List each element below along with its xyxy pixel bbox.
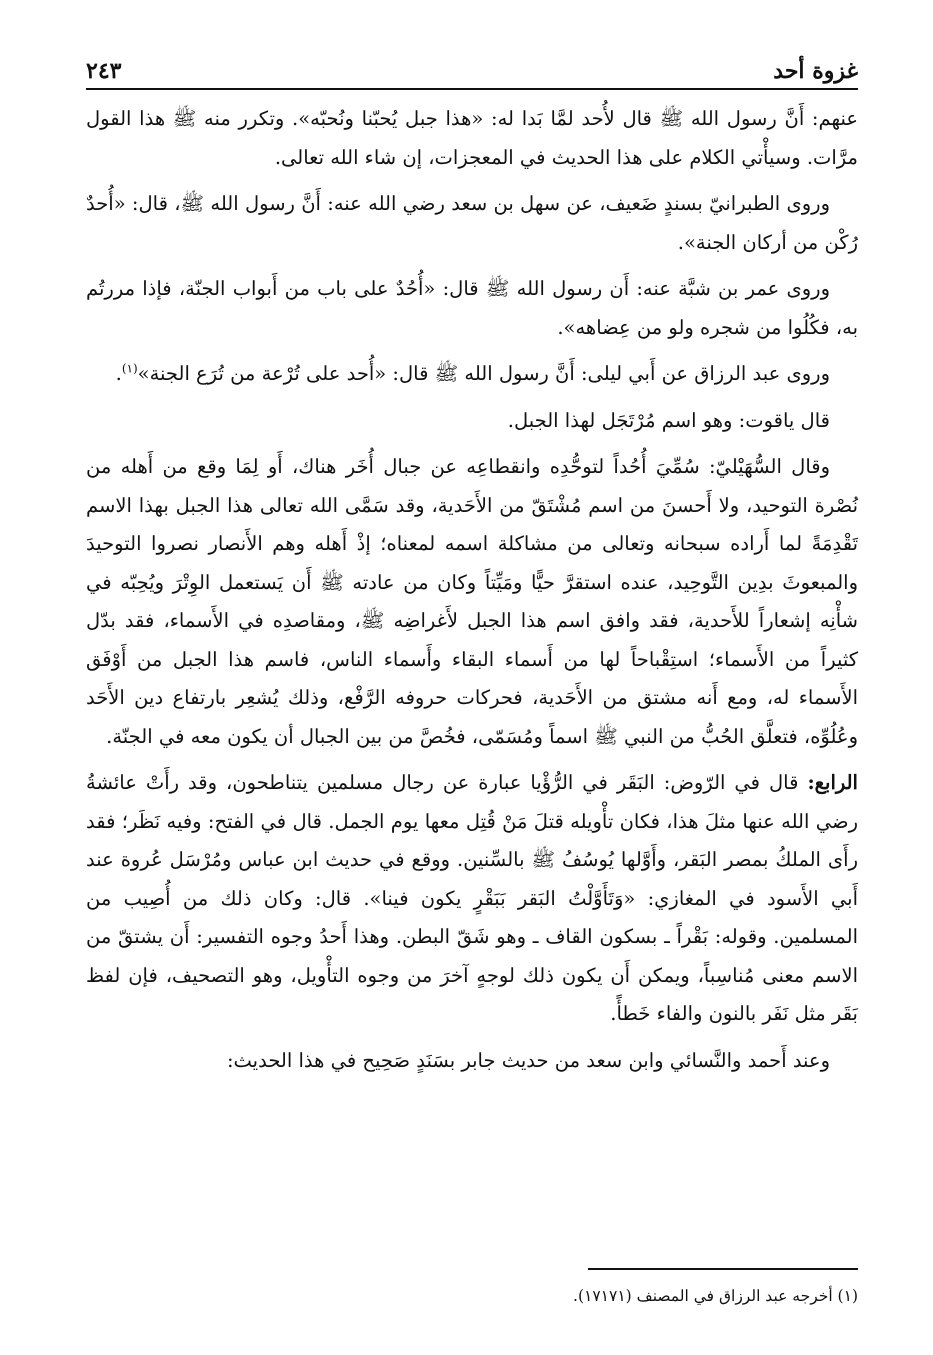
paragraph-rabi <box>86 764 858 1034</box>
paragraph <box>86 355 858 394</box>
footnote-divider <box>588 1268 858 1270</box>
running-title: غزوة أحد <box>773 58 858 84</box>
page <box>86 40 858 1320</box>
paragraph-text: قال في الرّوض: البَقَر في الرُّؤْيا عبارة عن رجال مسلمين يتناطحون، وقد رأَتْ عائشةُ رضي الله عنها مثلَ هذا، فكان تأْويله قتلَ مَنْ قُتِل معها يوم الجمل. قال في الفتح: وفيه نَظَر؛ فقد رأَى الملكُ بمصر البَقر، وأَوَّلها يُوسُفُ ﷺ بالسِّنين. ووقع في حديث ابن عباس ومُرْسَل عُروة عند أَبي الأَسود في المغازي: «وَتَأَوَّلْتُ البَقر بَبَقْرٍ يكون فينا». قال: وكان ذلك من أُصِيب من المسلمين. وقوله: بَقْراً ـ بسكون القاف ـ وهو شَقّ البطن. وهذا أَحدُ وجوه التفسير: أَن يشتقّ من الاسم معنى مُناسِباً، ويمكن أَن يكون ذلك لوجهٍ آخرَ من وجوه التأْويل، وهو التصحيف، فإن لفظ بَقَر مثل نَفَر بالنون والفاء خَطأً. <box>86 771 858 1025</box>
paragraph: وعند أَحمد والنَّسائي وابن سعد من حديث جابر بسَنَدٍ صَحِيح في هذا الحديث: <box>226 1048 830 1072</box>
body-text <box>86 100 858 1080</box>
paragraph-text: وروى عبد الرزاق عن أَبي ليلى: أَنَّ رسول الله ﷺ قال: «أُحد على تُرْعة من تُرَع الجنة» <box>137 362 830 385</box>
paragraph: وقال السُّهَيْليّ: سُمِّيَ أُحُداً لتوحُّدِه وانقطاعِه عن جبال أُخَر هناك، أَو لِمَا وقع من أَهله من نُصْرة التوحيد، ولا أَحسنَ من اسم مُشْتَقّ من الأَحَدية، وقد سَمَّى الله تعالى هذا الجبل بهذا الاسم تَقْدِمَةً لما أَراده سبحانه وتعالى من مشاكلة اسمه لمعناه؛ إذْ أَهله وهم الأَنصار نصروا التوحيدَ والمبعوثَ بدِين التَّوحِيد، عنده استقرَّ حيًّا ومَيِّتاً وكان من عادته ﷺ أَن يَستعمل الوِتْرَ ويُحِبّه في شأْنِه إشعاراً للأَحدية، فقد وافق اسم هذا الجبل لأَغراضِه ﷺ، ومقاصدِه في الأَسماء، فقد بدّل كثيراً من الأَسماء؛ استِقْباحاً لها من أَسماء البقاء وأَسماء الناس، فاسم هذا الجبل من أَوْفَق الأَسماء له، ومع أَنه مشتق من الأَحَدية، فحركات حروفه الرَّفْع، وذلك يُشعِر بارتفاع دين الأَحَد وعُلُوِّه، فتعلَّق الحُبُّ من النبي ﷺ اسماً ومُسَمّى، فخُصَّ من بين الجبال أن يكون معه في الجنّة. <box>86 455 858 748</box>
footnotes <box>86 1268 858 1308</box>
paragraph-end: . <box>115 362 122 385</box>
running-head <box>86 40 858 90</box>
paragraph: عنهم: أَنَّ رسول الله ﷺ قال لأُحد لمَّا بَدا له: «هذا جبل يُحبّنا ونُحبّه». وتكرر منه ﷺ هذا القول مرَّات. وسيأْتي الكلام على هذا الحديث في المعجزات، إن شاء الله تعالى. <box>86 107 858 169</box>
paragraph: قال ياقوت: وهو اسم مُرْتَجَل لهذا الجبل. <box>507 408 830 432</box>
paragraph: وروى الطبرانيّ بسندٍ ضَعيف، عن سهل بن سعد رضي الله عنه: أَنَّ رسول الله ﷺ، قال: «أُحدٌ رُكْن من أركان الجنة». <box>86 192 858 254</box>
footnote-ref: (١) <box>121 361 138 376</box>
page-number: ٢٤٣ <box>86 58 122 84</box>
footnote: (١) أخرجه عبد الرزاق في المصنف (١٧١٧١). <box>573 1287 858 1305</box>
section-label: الرابع: <box>807 771 858 794</box>
paragraph: وروى عمر بن شبَّة عنه: أَن رسول الله ﷺ قال: «أُحُدٌ على باب من أَبواب الجنّة، فإذا مررتُم به، فكُلُوا من شجره ولو من عِضاهه». <box>86 277 858 339</box>
